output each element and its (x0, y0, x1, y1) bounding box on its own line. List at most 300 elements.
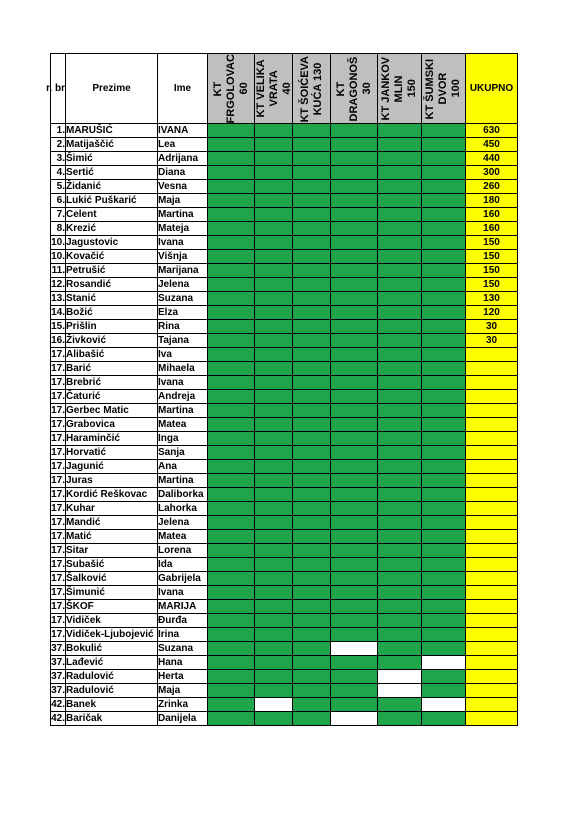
total-cell (466, 698, 518, 712)
checkpoint-cell-dragonos (331, 418, 378, 432)
rank-cell: 17. (51, 614, 65, 626)
total-cell (466, 642, 518, 656)
checkpoint-cell-dragonos (331, 446, 378, 460)
checkpoint-cell-dragonos (331, 362, 378, 376)
total-cell (466, 432, 518, 446)
checkpoint-cell-sumski-dvor (422, 642, 466, 656)
total-cell: 150 (466, 236, 518, 250)
checkpoint-cell-dragonos (331, 404, 378, 418)
checkpoint-cell-jankov-mlin (378, 684, 422, 698)
total-cell (466, 614, 518, 628)
checkpoint-cell-dragonos (331, 572, 378, 586)
total-cell (466, 474, 518, 488)
table-row (51, 712, 518, 726)
surname-cell: Matić (66, 530, 158, 544)
checkpoint-cell-velika-vrata (255, 124, 293, 138)
checkpoint-cell-frgolovac (208, 544, 255, 558)
checkpoint-cell-velika-vrata (255, 390, 293, 404)
checkpoint-cell-velika-vrata (255, 600, 293, 614)
first-name-cell: Lahorka (158, 502, 208, 516)
checkpoint-cell-sumski-dvor (422, 306, 466, 320)
rank-cell: 8. (51, 222, 66, 236)
checkpoint-cell-velika-vrata (255, 222, 293, 236)
checkpoint-cell-soiceva-kuca (293, 572, 331, 586)
first-name-cell: Sanja (158, 446, 208, 460)
first-name-cell: Andreja (158, 390, 208, 404)
rank-cell: 17. (51, 600, 65, 612)
checkpoint-cell-frgolovac (208, 320, 255, 334)
checkpoint-cell-frgolovac (208, 222, 255, 236)
checkpoint-cell-soiceva-kuca (293, 404, 331, 418)
first-name-cell: Martina (158, 208, 208, 222)
table-row (51, 348, 518, 362)
checkpoint-cell-velika-vrata (255, 250, 293, 264)
total-cell (466, 376, 518, 390)
checkpoint-cell-dragonos (331, 180, 378, 194)
checkpoint-cell-jankov-mlin (378, 474, 422, 488)
checkpoint-cell-sumski-dvor (422, 180, 466, 194)
checkpoint-cell-velika-vrata (255, 656, 293, 670)
total-cell (466, 656, 518, 670)
rank-cell: 17. (51, 586, 65, 598)
first-name-cell: Martina (158, 404, 208, 418)
rank-cell: 12. (51, 278, 65, 290)
checkpoint-cell-dragonos (331, 166, 378, 180)
checkpoint-cell-jankov-mlin (378, 138, 422, 152)
checkpoint-cell-dragonos (331, 474, 378, 488)
checkpoint-cell-soiceva-kuca (293, 460, 331, 474)
first-name-cell: Ida (158, 558, 208, 572)
checkpoint-cell-sumski-dvor (422, 152, 466, 166)
surname-cell: Šalković (66, 572, 158, 586)
checkpoint-cell-soiceva-kuca (293, 222, 331, 236)
checkpoint-cell-sumski-dvor (422, 320, 466, 334)
table-row (51, 138, 518, 152)
checkpoint-cell-jankov-mlin (378, 516, 422, 530)
first-name-cell: Iva (158, 348, 208, 362)
surname-cell: Haraminčić (66, 432, 158, 446)
table-row (51, 488, 518, 502)
table-row (51, 390, 518, 404)
checkpoint-cell-jankov-mlin (378, 698, 422, 712)
table-row (51, 376, 518, 390)
surname-cell: Baričak (66, 712, 158, 726)
checkpoint-cell-dragonos (331, 348, 378, 362)
checkpoint-cell-jankov-mlin (378, 236, 422, 250)
checkpoint-cell-frgolovac (208, 180, 255, 194)
checkpoint-cell-sumski-dvor (422, 376, 466, 390)
table-row (51, 656, 518, 670)
checkpoint-cell-jankov-mlin (378, 348, 422, 362)
first-name-cell: MARIJA (158, 600, 208, 614)
checkpoint-cell-jankov-mlin (378, 614, 422, 628)
table-row (51, 530, 518, 544)
checkpoint-cell-frgolovac (208, 208, 255, 222)
rank-cell: 17. (51, 376, 65, 388)
total-cell (466, 544, 518, 558)
checkpoint-cell-frgolovac (208, 698, 255, 712)
checkpoint-cell-frgolovac (208, 152, 255, 166)
results-table (46, 53, 518, 726)
table-row (51, 628, 518, 642)
checkpoint-cell-sumski-dvor (422, 488, 466, 502)
checkpoint-cell-frgolovac (208, 502, 255, 516)
checkpoint-cell-frgolovac (208, 670, 255, 684)
checkpoint-cell-jankov-mlin (378, 488, 422, 502)
header-prezime: Prezime (66, 54, 158, 124)
checkpoint-cell-jankov-mlin (378, 152, 422, 166)
checkpoint-cell-sumski-dvor (422, 502, 466, 516)
rank-cell: 17. (51, 418, 65, 430)
checkpoint-cell-velika-vrata (255, 544, 293, 558)
table-row (51, 614, 518, 628)
checkpoint-cell-velika-vrata (255, 166, 293, 180)
checkpoint-cell-sumski-dvor (422, 446, 466, 460)
table-row (51, 180, 518, 194)
checkpoint-cell-frgolovac (208, 586, 255, 600)
checkpoint-cell-frgolovac (208, 292, 255, 306)
table-row (51, 418, 518, 432)
checkpoint-cell-dragonos (331, 460, 378, 474)
checkpoint-cell-soiceva-kuca (293, 656, 331, 670)
rank-cell: 37. (51, 684, 65, 696)
rank-cell: 17. (51, 488, 65, 500)
checkpoint-cell-frgolovac (208, 656, 255, 670)
total-cell (466, 628, 518, 642)
checkpoint-cell-dragonos (331, 390, 378, 404)
table-row (51, 292, 518, 306)
checkpoint-cell-dragonos (331, 320, 378, 334)
surname-cell: Vidiček-Ljubojević (66, 628, 158, 642)
total-cell (466, 446, 518, 460)
total-cell (466, 362, 518, 376)
total-cell (466, 502, 518, 516)
checkpoint-cell-sumski-dvor (422, 418, 466, 432)
total-cell (466, 348, 518, 362)
checkpoint-cell-jankov-mlin (378, 446, 422, 460)
checkpoint-cell-soiceva-kuca (293, 614, 331, 628)
checkpoint-cell-frgolovac (208, 474, 255, 488)
first-name-cell: Đurđa (158, 614, 208, 628)
surname-cell: Židanić (66, 180, 158, 194)
checkpoint-cell-sumski-dvor (422, 600, 466, 614)
checkpoint-cell-sumski-dvor (422, 138, 466, 152)
rank-cell: 17. (51, 362, 65, 374)
checkpoint-cell-jankov-mlin (378, 670, 422, 684)
rank-cell: 17. (51, 390, 65, 402)
checkpoint-cell-dragonos (331, 376, 378, 390)
surname-cell: Brebrić (66, 376, 158, 390)
checkpoint-cell-velika-vrata (255, 292, 293, 306)
checkpoint-cell-frgolovac (208, 418, 255, 432)
checkpoint-cell-sumski-dvor (422, 516, 466, 530)
checkpoint-cell-soiceva-kuca (293, 180, 331, 194)
total-cell (466, 530, 518, 544)
checkpoint-cell-soiceva-kuca (293, 474, 331, 488)
checkpoint-cell-velika-vrata (255, 278, 293, 292)
surname-cell: Vidiček (66, 614, 158, 628)
checkpoint-cell-soiceva-kuca (293, 600, 331, 614)
checkpoint-cell-frgolovac (208, 264, 255, 278)
checkpoint-cell-sumski-dvor (422, 474, 466, 488)
checkpoint-cell-jankov-mlin (378, 544, 422, 558)
surname-cell: Jagunić (66, 460, 158, 474)
checkpoint-cell-sumski-dvor (422, 264, 466, 278)
checkpoint-cell-soiceva-kuca (293, 166, 331, 180)
checkpoint-cell-frgolovac (208, 334, 255, 348)
rank-cell: 13. (51, 292, 65, 304)
table-row (51, 124, 518, 138)
table-row (51, 516, 518, 530)
total-cell (466, 488, 518, 502)
checkpoint-cell-velika-vrata (255, 698, 293, 712)
checkpoint-cell-sumski-dvor (422, 530, 466, 544)
first-name-cell: Martina (158, 474, 208, 488)
table-row (51, 670, 518, 684)
checkpoint-cell-dragonos (331, 250, 378, 264)
total-cell: 450 (466, 138, 518, 152)
checkpoint-cell-jankov-mlin (378, 166, 422, 180)
total-cell: 150 (466, 250, 518, 264)
checkpoint-cell-velika-vrata (255, 264, 293, 278)
checkpoint-cell-dragonos (331, 222, 378, 236)
rank-cell: 17. (51, 460, 65, 472)
checkpoint-cell-frgolovac (208, 236, 255, 250)
surname-cell: Gerbec Matic (66, 404, 158, 418)
checkpoint-cell-soiceva-kuca (293, 152, 331, 166)
checkpoint-cell-dragonos (331, 236, 378, 250)
checkpoint-cell-soiceva-kuca (293, 194, 331, 208)
surname-cell: Horvatić (66, 446, 158, 460)
first-name-cell: Ivana (158, 236, 208, 250)
table-row (51, 558, 518, 572)
rank-cell: 15. (51, 320, 65, 332)
total-cell: 30 (466, 334, 518, 348)
table-row (51, 684, 518, 698)
surname-cell: Mandić (66, 516, 158, 530)
checkpoint-cell-jankov-mlin (378, 222, 422, 236)
checkpoint-cell-velika-vrata (255, 306, 293, 320)
checkpoint-cell-soiceva-kuca (293, 712, 331, 726)
first-name-cell: Ivana (158, 376, 208, 390)
table-row (51, 152, 518, 166)
checkpoint-cell-frgolovac (208, 614, 255, 628)
first-name-cell: Suzana (158, 292, 208, 306)
checkpoint-cell-dragonos (331, 152, 378, 166)
checkpoint-cell-soiceva-kuca (293, 418, 331, 432)
header-kt-frgolovac: KT FRGOLOVAC 60 (208, 54, 255, 124)
table-row (51, 404, 518, 418)
first-name-cell: IVANA (158, 124, 208, 138)
header-ime: Ime (158, 54, 208, 124)
checkpoint-cell-dragonos (331, 544, 378, 558)
checkpoint-cell-dragonos (331, 306, 378, 320)
checkpoint-cell-sumski-dvor (422, 628, 466, 642)
rank-cell: 10. (51, 250, 65, 262)
surname-cell: Šimunić (66, 586, 158, 600)
checkpoint-cell-dragonos (331, 670, 378, 684)
checkpoint-cell-soiceva-kuca (293, 390, 331, 404)
checkpoint-cell-sumski-dvor (422, 586, 466, 600)
total-cell (466, 404, 518, 418)
rank-cell: 1. (51, 124, 66, 138)
checkpoint-cell-jankov-mlin (378, 418, 422, 432)
checkpoint-cell-jankov-mlin (378, 362, 422, 376)
checkpoint-cell-sumski-dvor (422, 278, 466, 292)
rank-cell: 2. (51, 138, 66, 152)
checkpoint-cell-jankov-mlin (378, 558, 422, 572)
checkpoint-cell-sumski-dvor (422, 544, 466, 558)
surname-cell: ŠKOF (66, 600, 158, 614)
checkpoint-cell-soiceva-kuca (293, 250, 331, 264)
checkpoint-cell-jankov-mlin (378, 180, 422, 194)
checkpoint-cell-sumski-dvor (422, 348, 466, 362)
rank-cell: 37. (51, 656, 65, 668)
checkpoint-cell-jankov-mlin (378, 376, 422, 390)
checkpoint-cell-frgolovac (208, 642, 255, 656)
table-row (51, 166, 518, 180)
rank-cell: 37. (51, 670, 65, 682)
checkpoint-cell-jankov-mlin (378, 278, 422, 292)
total-cell (466, 600, 518, 614)
checkpoint-cell-jankov-mlin (378, 390, 422, 404)
checkpoint-cell-sumski-dvor (422, 698, 466, 712)
first-name-cell: Elza (158, 306, 208, 320)
header-kt-soiceva-kuca: KT ŠOIĆEVA KUĆA 130 (293, 54, 331, 124)
checkpoint-cell-velika-vrata (255, 320, 293, 334)
rank-cell: 11. (51, 264, 65, 276)
header-row (51, 54, 518, 124)
checkpoint-cell-sumski-dvor (422, 236, 466, 250)
checkpoint-cell-soiceva-kuca (293, 558, 331, 572)
checkpoint-cell-frgolovac (208, 362, 255, 376)
total-cell: 160 (466, 222, 518, 236)
checkpoint-cell-dragonos (331, 530, 378, 544)
first-name-cell: Adrijana (158, 152, 208, 166)
checkpoint-cell-sumski-dvor (422, 712, 466, 726)
rank-cell: 17. (51, 544, 65, 556)
checkpoint-cell-frgolovac (208, 600, 255, 614)
checkpoint-cell-sumski-dvor (422, 558, 466, 572)
checkpoint-cell-dragonos (331, 600, 378, 614)
table-row (51, 194, 518, 208)
checkpoint-cell-frgolovac (208, 404, 255, 418)
rank-cell: 17. (51, 530, 65, 542)
checkpoint-cell-dragonos (331, 488, 378, 502)
checkpoint-cell-jankov-mlin (378, 642, 422, 656)
first-name-cell: Zrinka (158, 698, 208, 712)
rank-cell: 17. (51, 474, 65, 486)
checkpoint-cell-velika-vrata (255, 474, 293, 488)
rank-cell: 17. (51, 404, 65, 416)
header-kt-sumski-dvor: KT ŠUMSKI DVOR 100 (422, 54, 466, 124)
checkpoint-cell-jankov-mlin (378, 250, 422, 264)
checkpoint-cell-velika-vrata (255, 642, 293, 656)
table-row (51, 502, 518, 516)
checkpoint-cell-dragonos (331, 208, 378, 222)
surname-cell: Juras (66, 474, 158, 488)
total-cell (466, 684, 518, 698)
checkpoint-cell-frgolovac (208, 376, 255, 390)
checkpoint-cell-jankov-mlin (378, 208, 422, 222)
checkpoint-cell-frgolovac (208, 516, 255, 530)
checkpoint-cell-soiceva-kuca (293, 684, 331, 698)
checkpoint-cell-jankov-mlin (378, 194, 422, 208)
checkpoint-cell-velika-vrata (255, 572, 293, 586)
total-cell (466, 712, 518, 726)
table-row (51, 250, 518, 264)
first-name-cell: Rina (158, 320, 208, 334)
checkpoint-cell-frgolovac (208, 124, 255, 138)
surname-cell: Kuhar (66, 502, 158, 516)
table-row (51, 236, 518, 250)
total-cell: 260 (466, 180, 518, 194)
first-name-cell: Herta (158, 670, 208, 684)
rank-cell: 17. (51, 572, 65, 584)
checkpoint-cell-frgolovac (208, 138, 255, 152)
surname-cell: Radulović (66, 670, 158, 684)
checkpoint-cell-velika-vrata (255, 628, 293, 642)
table-row (51, 278, 518, 292)
first-name-cell: Danijela (158, 712, 208, 726)
first-name-cell: Diana (158, 166, 208, 180)
checkpoint-cell-sumski-dvor (422, 222, 466, 236)
checkpoint-cell-frgolovac (208, 712, 255, 726)
checkpoint-cell-frgolovac (208, 194, 255, 208)
first-name-cell: Gabrijela (158, 572, 208, 586)
first-name-cell: Daliborka (158, 488, 208, 502)
total-cell: 30 (466, 320, 518, 334)
checkpoint-cell-sumski-dvor (422, 460, 466, 474)
total-cell: 150 (466, 264, 518, 278)
rank-cell: 7. (51, 208, 66, 222)
surname-cell: Božić (66, 306, 158, 320)
checkpoint-cell-frgolovac (208, 166, 255, 180)
rank-cell: 37. (51, 642, 65, 654)
checkpoint-cell-dragonos (331, 124, 378, 138)
checkpoint-cell-velika-vrata (255, 376, 293, 390)
checkpoint-cell-soiceva-kuca (293, 446, 331, 460)
rank-cell: 42. (51, 712, 65, 724)
first-name-cell: Inga (158, 432, 208, 446)
total-cell: 180 (466, 194, 518, 208)
checkpoint-cell-dragonos (331, 684, 378, 698)
checkpoint-cell-velika-vrata (255, 530, 293, 544)
first-name-cell: Vesna (158, 180, 208, 194)
checkpoint-cell-sumski-dvor (422, 656, 466, 670)
surname-cell: Kovačić (66, 250, 158, 264)
total-cell: 440 (466, 152, 518, 166)
checkpoint-cell-velika-vrata (255, 152, 293, 166)
checkpoint-cell-dragonos (331, 264, 378, 278)
checkpoint-cell-frgolovac (208, 390, 255, 404)
checkpoint-cell-velika-vrata (255, 348, 293, 362)
checkpoint-cell-velika-vrata (255, 208, 293, 222)
checkpoint-cell-jankov-mlin (378, 334, 422, 348)
checkpoint-cell-frgolovac (208, 628, 255, 642)
checkpoint-cell-jankov-mlin (378, 502, 422, 516)
checkpoint-cell-velika-vrata (255, 138, 293, 152)
surname-cell: Petrušić (66, 264, 158, 278)
checkpoint-cell-velika-vrata (255, 516, 293, 530)
surname-cell: Matijaščić (66, 138, 158, 152)
checkpoint-cell-soiceva-kuca (293, 320, 331, 334)
checkpoint-cell-dragonos (331, 334, 378, 348)
surname-cell: Šimić (66, 152, 158, 166)
surname-cell: Barić (66, 362, 158, 376)
checkpoint-cell-dragonos (331, 656, 378, 670)
total-cell (466, 572, 518, 586)
